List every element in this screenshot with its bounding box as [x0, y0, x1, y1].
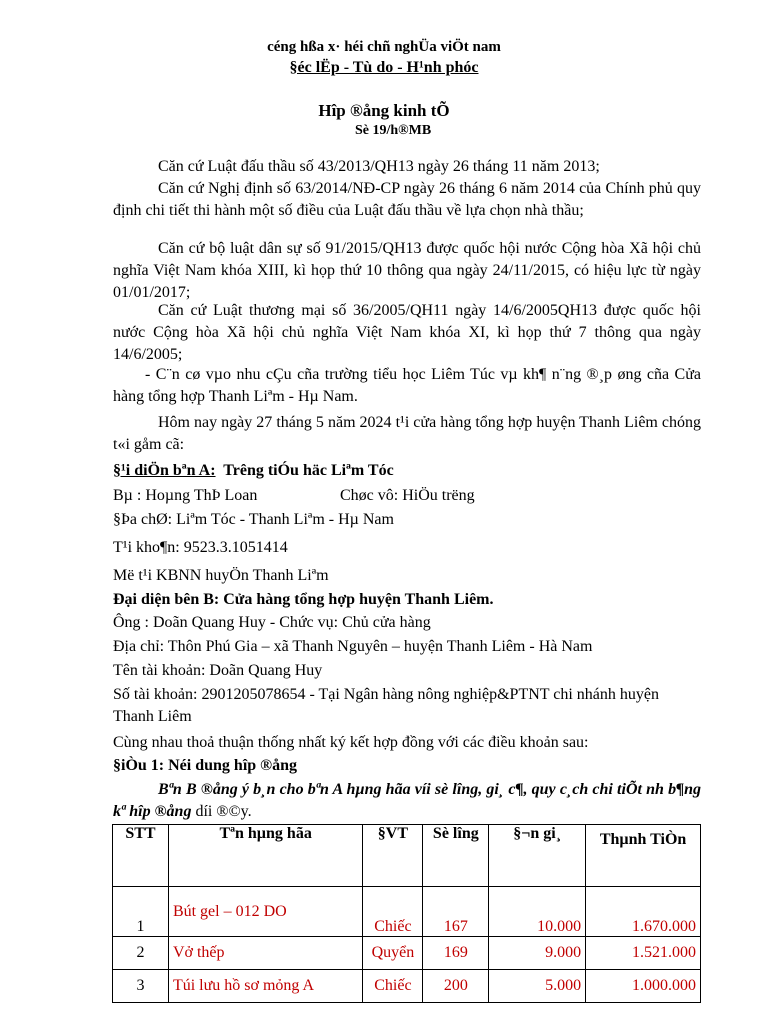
- cell-total: 1.000.000: [586, 970, 701, 1003]
- preamble-paragraph: Căn cứ Luật thương mại số 36/2005/QH11 ngày 14/6/2005QH13 được quốc hội nước Cộng hòa Xã hội chủ nghĩa Việt Nam khóa XI, kì họp thứ 7 thông qua ngày 14/6/2005;: [113, 302, 701, 363]
- agreement-statement: Cùng nhau thoả thuận thống nhất ký kết hợp đồng với các điều khoản sau:: [113, 734, 589, 751]
- table-row: [113, 970, 701, 1003]
- country-name: céng hßa x· héi chñ nghÜa viÖt nam: [267, 39, 501, 55]
- document-title: Hîp ®ång kinh tÕ: [318, 101, 450, 120]
- table-row: [113, 887, 701, 937]
- cell-total: 1.670.000: [586, 887, 701, 937]
- preamble-paragraph: Hôm nay ngày 27 tháng 5 năm 2024 t¹i cửa hàng tổng hợp huyện Thanh Liêm chóng t«i gåm cã:: [113, 414, 701, 453]
- goods-table: [112, 824, 701, 1003]
- header-unit-price: §¬n gi¸: [489, 825, 586, 887]
- cell-unit-price: 5.000: [489, 970, 586, 1003]
- cell-unit-price: 9.000: [489, 937, 586, 970]
- preamble-paragraph: Căn cứ bộ luật dân sự số 91/2015/QH13 được quốc hội nước Cộng hòa Xã hội chủ nghĩa Việt Nam khóa XIII, kì họp thứ 10 thông qua ngày 24/11/2015, có hiệu lực từ ngày 01/01/2017;: [113, 240, 701, 301]
- party-a-heading: [113, 460, 701, 482]
- cell-item-name: Túi lưu hồ sơ mỏng A: [168, 970, 362, 1003]
- party-a-address: §Þa chØ: Liªm Tóc - Thanh Liªm - Hµ Nam: [113, 511, 394, 528]
- header-stt: STT: [113, 825, 169, 887]
- party-a-account: T¹i kho¶n: 9523.3.1051414: [113, 539, 288, 556]
- cell-stt: 3: [113, 970, 169, 1003]
- party-b-account-name: Tên tài khoản: Doãn Quang Huy: [113, 662, 323, 679]
- party-a-label: §¹i diÖn bªn A:: [113, 462, 216, 479]
- table-header-row: [113, 825, 701, 887]
- header-item-name: Tªn hµng hãa: [168, 825, 362, 887]
- cell-total: 1.521.000: [586, 937, 701, 970]
- cell-unit: Chiếc: [363, 887, 423, 937]
- cell-quantity: 167: [423, 887, 489, 937]
- header-quantity: Sè lîng: [423, 825, 489, 887]
- cell-stt: 2: [113, 937, 169, 970]
- party-a-representative: Bµ : Hoµng ThÞ Loan: [113, 487, 258, 504]
- cell-item-name: Bút gel – 012 DO: [168, 887, 362, 937]
- cell-quantity: 200: [423, 970, 489, 1003]
- contract-number: Sè 19/h®MB: [355, 123, 432, 138]
- cell-item-name: Vở thếp: [168, 937, 362, 970]
- cell-stt: 1: [113, 887, 169, 937]
- preamble-paragraph: Căn cứ Nghị định số 63/2014/NĐ-CP ngày 26 tháng 6 năm 2014 của Chính phủ quy định chi tiết thi hành một số điều của Luật đấu thầu về lựa chọn nhà thầu;: [113, 180, 701, 219]
- table-row: [113, 937, 701, 970]
- national-motto: §éc lËp - Tù do - H¹nh phóc: [289, 59, 479, 76]
- article-1-body: Bªn B ®ång ý b¸n cho bªn A hµng hãa víi sè lîng, gi¸ c¶, quy c¸ch chi tiÕt nh b¶ng kª hîp ®ång: [113, 781, 701, 820]
- party-b-heading: Đại diện bên B: Cửa hàng tổng hợp huyện Thanh Liêm.: [113, 591, 494, 608]
- cell-unit: Chiếc: [363, 970, 423, 1003]
- cell-quantity: 169: [423, 937, 489, 970]
- party-a-bank: Më t¹i KBNN huyÖn Thanh Liªm: [113, 567, 329, 584]
- party-b-account-number: Số tài khoản: 2901205078654 - Tại Ngân hàng nông nghiệp&PTNT chi nhánh huyện Thanh Liêm: [113, 686, 660, 725]
- article-1-text: [113, 779, 701, 823]
- party-b-address: Địa chỉ: Thôn Phú Gia – xã Thanh Nguyên – huyện Thanh Liêm - Hà Nam: [113, 638, 593, 655]
- party-a-position: Chøc vô: HiÖu trëng: [340, 487, 475, 504]
- header-unit: §VT: [363, 825, 423, 887]
- party-b-representative: Ông : Doãn Quang Huy - Chức vụ: Chủ cửa hàng: [113, 614, 431, 631]
- preamble-paragraph: - C¨n cø vµo nhu cÇu cña trường tiểu học Liêm Túc vµ kh¶ n¨ng ®¸p øng cña Cửa hàng tổng hợp Thanh Liªm - Hµ Nam.: [113, 366, 701, 405]
- article-1-tail: díi ®©y.: [191, 803, 252, 820]
- article-1-heading: §iÒu 1: Néi dung hîp ®ång: [113, 757, 298, 774]
- cell-unit-price: 10.000: [489, 887, 586, 937]
- preamble-paragraph: Căn cứ Luật đấu thầu số 43/2013/QH13 ngày 26 tháng 11 năm 2013;: [158, 158, 600, 175]
- party-a-name: Trêng tiÓu häc Liªm Tóc: [223, 462, 394, 479]
- header-total: Thµnh TiÒn: [586, 825, 701, 887]
- cell-unit: Quyển: [363, 937, 423, 970]
